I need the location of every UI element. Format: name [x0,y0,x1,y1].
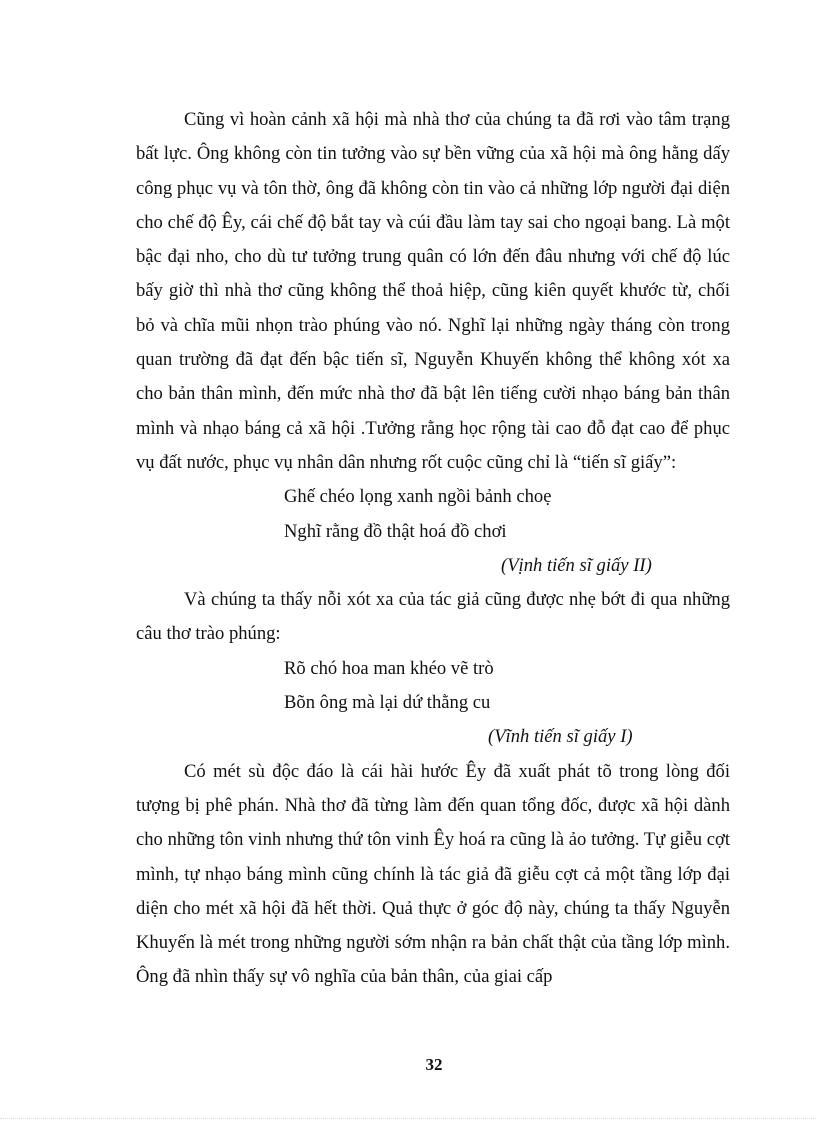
verse-line: Nghĩ rằng đồ thật hoá đồ chơi [284,520,507,542]
verse-line: Bõn ông mà lại dứ thằng cu [284,692,491,714]
paragraph-3: Có mét sù độc đáo là cái hài hước Êy đã xuất phát tõ trong lòng đối tượng bị phê phán. Nhà thơ đã từng làm đến quan tổng đốc, được xã hội dành cho những tôn vinh nhưng thứ tôn vinh Êy hoá ra cũng là ảo tưởng. Tự giễu cợt mình, tự nhạo báng mình cũng chính là tác giả đã giễu cợt cả một tầng lớp đại diện cho mét xã hội đã hết thời. Quả thực ở góc độ này, chúng ta thấy Nguyễn Khuyến là mét trong những người sớm nhận ra bản chất thật của tầng lớp mình. Ông đã nhìn thấy sự vô nghĩa của bản thân, của giai cấp [136,760,730,988]
verse-source-2: (Vĩnh tiến sĩ giấy I) [488,726,633,748]
verse-block-1 [136,480,730,549]
verse-block-2 [136,652,730,721]
page-number: 32 [425,1055,443,1074]
verse-line: Rõ chó hoa man khéo vẽ trò [284,657,494,679]
page-body [136,103,730,995]
verse-source-1: (Vịnh tiến sĩ giấy II) [501,554,652,576]
page-bottom-divider [0,1118,816,1119]
paragraph-1: Cũng vì hoàn cảnh xã hội mà nhà thơ của chúng ta đã rơi vào tâm trạng bất lực. Ông không còn tin tưởng vào sự bền vững của xã hội mà ông hằng dấy công phục vụ và tôn thờ, ông đã không còn tin vào cả những lớp người đại diện cho chế độ Êy, cái chế độ bắt tay và cúi đầu làm tay sai cho ngoại bang. Là một bậc đại nho, cho dù tư tưởng trung quân có lớn đến đâu nhưng với chế độ lúc bấy giờ thì nhà thơ cũng không thể thoả hiệp, cũng kiên quyết khước từ, chối bỏ và chĩa mũi nhọn trào phúng vào nó. Nghĩ lại những ngày tháng còn trong quan trường đã đạt đến bậc tiến sĩ, Nguyễn Khuyến không thể không xót xa cho bản thân mình, đến mức nhà thơ đã bật lên tiếng cười nhạo báng bản thân mình và nhạo báng cả xã hội .Tưởng rằng học rộng tài cao đỗ đạt cao để phục vụ đất nước, phục vụ nhân dân nhưng rốt cuộc cũng chỉ là “tiến sĩ giấy”: [136,109,730,473]
verse-line: Ghế chéo lọng xanh ngồi bảnh choẹ [284,486,552,508]
paragraph-2: Và chúng ta thấy nỗi xót xa của tác giả cũng được nhẹ bớt đi qua những câu thơ trào phúng: [136,589,730,645]
